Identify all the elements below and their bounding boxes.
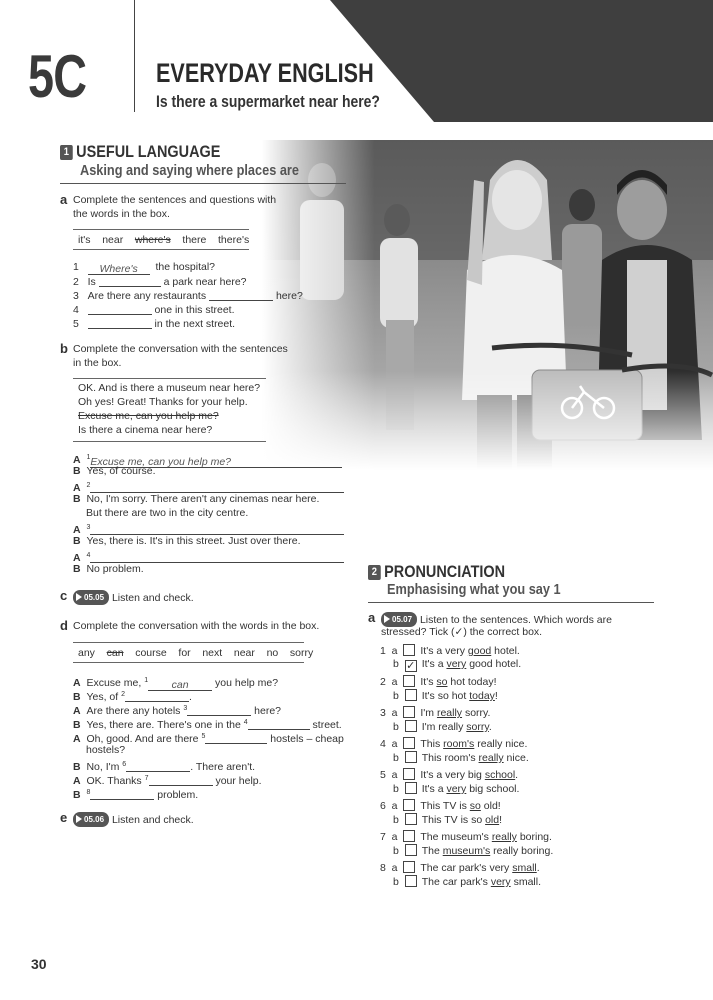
exercise-1b-instruction-2: in the box. [73, 357, 122, 369]
pron-item: b This TV is so old! [393, 814, 503, 826]
dialogue-line: A $^2$ [73, 479, 344, 495]
dialogue-line: B No, I'm sorry. There aren't any cinemas near here. [73, 493, 320, 505]
answer-line[interactable] [90, 523, 344, 535]
pron-item: b I'm really sorry. [393, 721, 492, 733]
tick-box[interactable] [403, 644, 415, 656]
dialogue-line: A $^3$ [73, 521, 344, 537]
section2-number: 2 [368, 565, 381, 580]
pron-item: 6 a This TV is so old! [380, 800, 501, 812]
page-title: EVERYDAY ENGLISH [156, 58, 374, 88]
audio-play-button[interactable]: 05.05 [73, 590, 109, 605]
tick-box[interactable] [403, 799, 415, 811]
exercise-1a-item: 3 Are there any restaurants here? [73, 290, 303, 302]
answer-blank[interactable] [149, 774, 213, 786]
tick-box[interactable] [405, 689, 417, 701]
dialogue-line: A Excuse me, $^1$ can you help me? [73, 677, 279, 691]
pron-item: b It's a very big school. [393, 783, 520, 795]
audio-play-button[interactable]: 05.06 [73, 812, 109, 827]
tick-box[interactable] [405, 782, 417, 794]
answer-blank[interactable] [88, 317, 152, 329]
friends-photo [262, 140, 713, 470]
pron-item: 5 a It's a very big school. [380, 769, 519, 781]
pron-item: b The museum's really boring. [393, 845, 554, 857]
exercise-1a-wordbox [78, 234, 249, 247]
exercise-1e-row: 05.06 Listen and check. [73, 812, 194, 827]
dialogue-line: B Yes, there is. It's in this street. Just over there. [73, 535, 301, 547]
box-word: there's [218, 234, 250, 246]
exercise-1c-letter: c [60, 588, 68, 603]
exercise-2a-instruction-2: stressed? Tick (✓) the correct box. [381, 626, 543, 638]
exercise-1c-row: 05.05 Listen and check. [73, 590, 194, 605]
exercise-1d-wordbox: any can course for next near no sorry [78, 647, 314, 659]
pron-item: b This room's really nice. [393, 752, 529, 764]
dialogue-line: B Yes, of course. [73, 465, 156, 477]
box-word-used: where's [134, 234, 171, 246]
answer-blank[interactable]: Where's [88, 263, 150, 275]
answer-blank[interactable] [248, 718, 310, 730]
box-sentence-used: Excuse me, can you help me? [78, 410, 219, 422]
exercise-2a-instruction-1: 05.07 Listen to the sentences. Which words are [381, 612, 612, 627]
answer-blank[interactable] [99, 275, 161, 287]
dialogue-line: A Oh, good. And are there $^5$ hostels – cheap [73, 733, 344, 745]
answer-line[interactable]: Excuse me, can you help me? [90, 456, 342, 468]
wordbox-top-rule [73, 642, 304, 643]
answer-blank[interactable] [125, 690, 189, 702]
wordbox-top-rule [73, 229, 249, 230]
exercise-1a-item: 5 in the next street. [73, 318, 236, 330]
box-sentence: Is there a cinema near here? [78, 424, 213, 436]
answer-blank[interactable] [205, 732, 267, 744]
header-corner-shape [330, 0, 713, 122]
pron-item: b ✓ It's a very good hotel. [393, 658, 522, 672]
dialogue-line: B Yes, there are. There's one in the $^4$ street. [73, 719, 342, 731]
exercise-1b-instruction-1: Complete the conversation with the sentences [73, 343, 288, 355]
dialogue-line: B No problem. [73, 563, 144, 575]
section2-heading [368, 562, 505, 582]
dialogue-line: A $^4$ [73, 549, 344, 565]
exercise-2a-letter: a [368, 610, 376, 625]
dialogue-line: A $^1$Excuse me, can you help me? [73, 451, 342, 468]
exercise-1b-letter: b [60, 341, 68, 356]
tick-box[interactable] [405, 875, 417, 887]
tick-box[interactable] [403, 675, 415, 687]
page-subtitle: Is there a supermarket near here? [156, 92, 380, 111]
dialogue-line: hostels? [86, 744, 126, 756]
exercise-1d-instruction: Complete the conversation with the words in the box. [73, 620, 320, 632]
tick-box[interactable] [403, 706, 415, 718]
section1-number: 1 [60, 145, 73, 160]
pron-item: b It's so hot today! [393, 690, 498, 702]
dialogue-line: B $^8$ problem. [73, 789, 199, 801]
pron-item: 8 a The car park's very small. [380, 862, 540, 874]
play-icon [384, 615, 390, 623]
exercise-1a-instruction-2: the words in the box. [73, 208, 170, 220]
exercise-1a-item: 2 Is a park near here? [73, 276, 247, 288]
answer-blank[interactable] [209, 289, 273, 301]
answer-line[interactable] [90, 551, 344, 563]
sentencebox-top-rule [73, 378, 266, 379]
wordbox-bottom-rule [73, 662, 304, 663]
box-sentence: Oh yes! Great! Thanks for your help. [78, 396, 248, 408]
tick-box-checked[interactable]: ✓ [406, 660, 416, 672]
exercise-1a-instruction-1: Complete the sentences and questions with [73, 194, 277, 206]
exercise-1a-letter: a [60, 192, 68, 207]
section2-subheading: Emphasising what you say 1 [387, 581, 561, 598]
pron-item: 4 a This room's really nice. [380, 738, 528, 750]
tick-box[interactable] [403, 830, 415, 842]
wordbox-bottom-rule [73, 249, 249, 250]
answer-blank[interactable] [88, 303, 152, 315]
tick-box[interactable] [403, 737, 415, 749]
tick-box[interactable] [405, 751, 417, 763]
answer-line[interactable] [90, 481, 344, 493]
pron-item: 1 a It's a very good hotel. [380, 645, 520, 657]
dialogue-line: A Are there any hotels $^3$ here? [73, 705, 282, 717]
section1-heading [60, 142, 220, 162]
pron-item: 3 a I'm really sorry. [380, 707, 491, 719]
section2-title: PRONUNCIATION [384, 562, 506, 581]
tick-box[interactable] [405, 813, 417, 825]
pron-item: 2 a It's so hot today! [380, 676, 497, 688]
answer-blank[interactable] [126, 760, 190, 772]
tick-box[interactable] [403, 768, 415, 780]
dialogue-line: B No, I'm $^6$ . There aren't. [73, 761, 256, 773]
exercise-1a-item: 1 Where's the hospital? [73, 261, 215, 275]
answer-blank[interactable]: can [148, 679, 212, 691]
section2-rule [368, 602, 654, 603]
pron-item: b The car park's very small. [393, 876, 541, 888]
tick-box[interactable] [405, 844, 417, 856]
answer-blank[interactable] [90, 788, 154, 800]
page-number: 30 [31, 956, 47, 972]
dialogue-line: But there are two in the city centre. [86, 507, 249, 519]
exercise-1d-letter: d [60, 618, 68, 633]
section1-title: USEFUL LANGUAGE [76, 142, 221, 161]
section1-rule [60, 183, 346, 184]
sentencebox-bottom-rule [73, 441, 266, 442]
box-sentence: OK. And is there a museum near here? [78, 382, 261, 394]
box-word: there [182, 234, 207, 246]
section1-subheading: Asking and saying where places are [80, 162, 299, 179]
box-word: it's [78, 234, 91, 246]
audio-play-button[interactable]: 05.07 [381, 612, 417, 627]
unit-number: 5C [28, 43, 87, 110]
exercise-1a-item: 4 one in this street. [73, 304, 235, 316]
answer-blank[interactable] [187, 704, 251, 716]
dialogue-line: B Yes, of $^2$ . [73, 691, 192, 703]
play-icon [76, 815, 82, 823]
play-icon [76, 593, 82, 601]
tick-box[interactable] [405, 720, 417, 732]
pron-item: 7 a The museum's really boring. [380, 831, 552, 843]
header-divider [134, 0, 135, 112]
tick-box[interactable] [403, 861, 415, 873]
dialogue-line: A OK. Thanks $^7$ your help. [73, 775, 262, 787]
box-word: near [102, 234, 124, 246]
exercise-1e-letter: e [60, 810, 68, 825]
